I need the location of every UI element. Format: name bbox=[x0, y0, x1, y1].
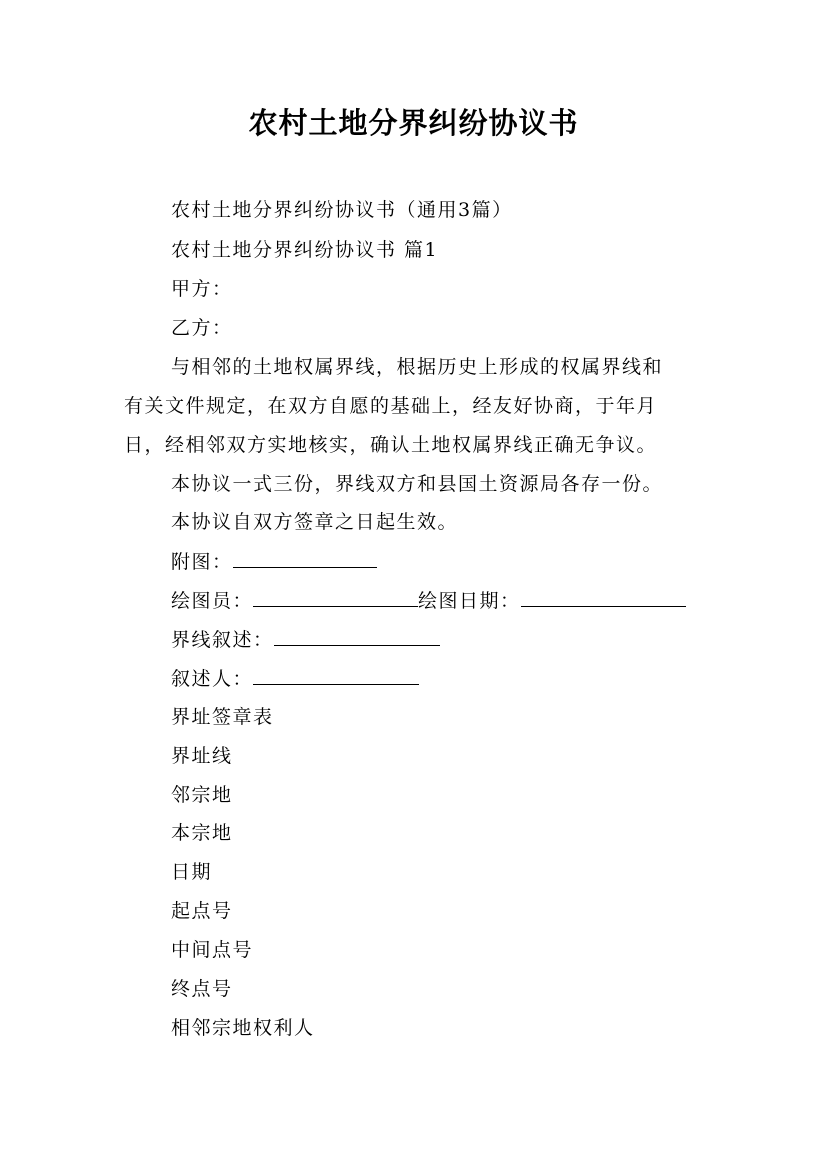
section-heading: 农村土地分界纠纷协议书 篇1 bbox=[171, 239, 439, 261]
narrator-label: 叙述人： bbox=[171, 668, 254, 690]
attachment-row bbox=[171, 549, 377, 574]
paragraph-1-line-2: 有关文件规定，在双方自愿的基础上，经友好协商，于年月 bbox=[124, 395, 658, 417]
table-item-adjacent-owner: 相邻宗地权利人 bbox=[171, 1017, 315, 1039]
boundary-description-row bbox=[171, 627, 440, 652]
narrator-blank-line bbox=[253, 666, 419, 685]
table-item-date: 日期 bbox=[171, 861, 213, 883]
drafter-label: 绘图员： bbox=[171, 590, 254, 612]
paragraph-3: 本协议自双方签章之日起生效。 bbox=[171, 511, 459, 533]
table-item-adjacent-parcel: 邻宗地 bbox=[171, 784, 233, 806]
paragraph-1-line-3: 日，经相邻双方实地核实，确认土地权属界线正确无争议。 bbox=[124, 434, 658, 456]
table-item-boundary-line: 界址线 bbox=[171, 745, 233, 767]
signature-table-title: 界址签章表 bbox=[171, 706, 274, 728]
draw-date-blank-line bbox=[521, 588, 686, 607]
table-item-middle-point: 中间点号 bbox=[171, 939, 254, 961]
paragraph-1-line-1: 与相邻的土地权属界线，根据历史上形成的权属界线和 bbox=[171, 356, 664, 378]
table-item-start-point: 起点号 bbox=[171, 900, 233, 922]
narrator-row bbox=[171, 666, 419, 691]
table-item-end-point: 终点号 bbox=[171, 978, 233, 1000]
document-subtitle: 农村土地分界纠纷协议书（通用3篇） bbox=[171, 199, 513, 221]
drafter-row bbox=[171, 588, 686, 613]
paragraph-2: 本协议一式三份，界线双方和县国土资源局各存一份。 bbox=[171, 473, 664, 495]
party-b-label: 乙方： bbox=[171, 317, 233, 339]
document-title: 农村土地分界纠纷协议书 bbox=[248, 106, 579, 140]
draw-date-label: 绘图日期： bbox=[418, 590, 521, 612]
attachment-blank-line bbox=[233, 549, 377, 568]
table-item-own-parcel: 本宗地 bbox=[171, 822, 233, 844]
boundary-description-label: 界线叙述： bbox=[171, 629, 274, 651]
boundary-description-blank-line bbox=[274, 627, 440, 646]
drafter-blank-line bbox=[253, 588, 418, 607]
attachment-label: 附图： bbox=[171, 551, 233, 573]
party-a-label: 甲方： bbox=[171, 278, 233, 300]
